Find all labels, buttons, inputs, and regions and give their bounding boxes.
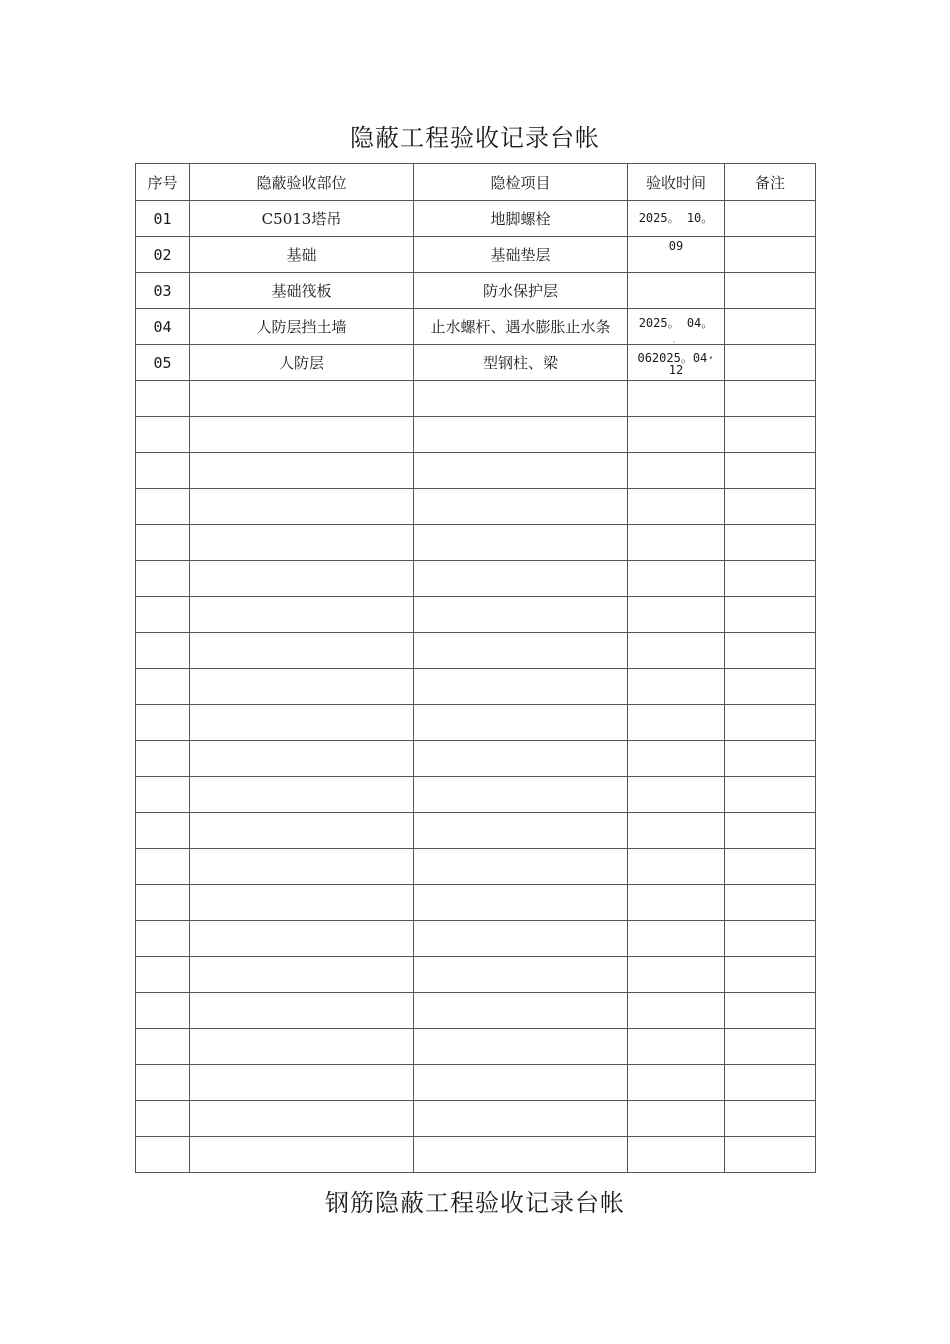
time-cell xyxy=(628,525,725,561)
location-cell xyxy=(190,921,414,957)
time-cell xyxy=(628,993,725,1029)
remark-cell xyxy=(725,417,816,453)
seq-cell xyxy=(136,741,190,777)
location-cell xyxy=(190,1137,414,1173)
time-mark: ° xyxy=(673,341,676,347)
time-cell xyxy=(628,417,725,453)
remark-cell xyxy=(725,1137,816,1173)
time-cell xyxy=(628,813,725,849)
remark-cell xyxy=(725,885,816,921)
seq-cell xyxy=(136,813,190,849)
table-header-row xyxy=(136,164,816,201)
location-cell xyxy=(190,453,414,489)
table-row-empty xyxy=(136,381,816,417)
time-cell xyxy=(628,1029,725,1065)
location-cell: 基础 xyxy=(190,237,414,273)
time-cell xyxy=(628,777,725,813)
remark-cell xyxy=(725,1101,816,1137)
item-cell xyxy=(414,525,628,561)
table-row-empty xyxy=(136,1137,816,1173)
time-cell xyxy=(628,849,725,885)
location-cell xyxy=(190,849,414,885)
time-cell xyxy=(628,633,725,669)
table-row xyxy=(136,345,816,381)
time-cell xyxy=(628,341,725,381)
time-cell xyxy=(628,237,725,273)
second-title: 钢筋隐蔽工程验收记录台帐 xyxy=(325,1189,625,1217)
item-cell xyxy=(414,1137,628,1173)
remark-cell xyxy=(725,201,816,237)
table-row-empty xyxy=(136,741,816,777)
time-cell xyxy=(628,309,725,345)
location-cell xyxy=(190,597,414,633)
item-cell xyxy=(414,705,628,741)
location-cell xyxy=(190,957,414,993)
seq-cell xyxy=(136,957,190,993)
item-cell xyxy=(414,741,628,777)
seq-cell xyxy=(136,561,190,597)
table-row-empty xyxy=(136,885,816,921)
remark-cell xyxy=(725,921,816,957)
location-cell xyxy=(190,525,414,561)
table-row-empty xyxy=(136,633,816,669)
header-time: 验收时间 xyxy=(628,164,725,201)
item-cell xyxy=(414,957,628,993)
remark-cell xyxy=(725,381,816,417)
location-cell xyxy=(190,777,414,813)
time-cell xyxy=(628,561,725,597)
time-cell xyxy=(628,741,725,777)
table-row-empty xyxy=(136,561,816,597)
item-cell: 基础垫层 xyxy=(414,237,628,273)
table-row-empty xyxy=(136,489,816,525)
location-cell: 人防层挡土墙 xyxy=(190,309,414,345)
time-cell xyxy=(628,957,725,993)
location-cell xyxy=(190,1101,414,1137)
time-cell xyxy=(628,453,725,489)
table-row-empty xyxy=(136,1101,816,1137)
location-cell xyxy=(190,993,414,1029)
table-row-empty xyxy=(136,813,816,849)
table-row-empty xyxy=(136,417,816,453)
location-cell xyxy=(190,1029,414,1065)
seq-cell xyxy=(136,849,190,885)
remark-cell xyxy=(725,705,816,741)
table-row xyxy=(136,237,816,273)
location-cell: 人防层 xyxy=(190,345,414,381)
location-cell xyxy=(190,813,414,849)
seq-cell: 02 xyxy=(136,237,190,273)
item-cell xyxy=(414,885,628,921)
item-cell xyxy=(414,489,628,525)
remark-cell xyxy=(725,237,816,273)
item-cell xyxy=(414,453,628,489)
table-row-empty xyxy=(136,921,816,957)
page-title: 隐蔽工程验收记录台帐 xyxy=(350,124,600,152)
time-cell xyxy=(628,885,725,921)
seq-cell xyxy=(136,993,190,1029)
location-cell xyxy=(190,489,414,525)
location-cell xyxy=(190,885,414,921)
item-cell: 型钢柱、梁 xyxy=(414,345,628,381)
seq-cell xyxy=(136,777,190,813)
location-cell: C5013塔吊 xyxy=(190,201,414,237)
table-row-empty xyxy=(136,453,816,489)
seq-cell xyxy=(136,381,190,417)
remark-cell xyxy=(725,345,816,381)
seq-cell xyxy=(136,453,190,489)
table-row-empty xyxy=(136,1029,816,1065)
seq-cell xyxy=(136,1065,190,1101)
item-cell xyxy=(414,1065,628,1101)
remark-cell xyxy=(725,669,816,705)
table-row xyxy=(136,201,816,237)
time-text: 09 xyxy=(668,239,684,253)
location-cell xyxy=(190,381,414,417)
seq-cell xyxy=(136,921,190,957)
seq-cell xyxy=(136,1137,190,1173)
header-seq: 序号 xyxy=(136,164,190,201)
time-cell xyxy=(628,705,725,741)
item-cell xyxy=(414,633,628,669)
header-item: 隐检项目 xyxy=(414,164,628,201)
time-text: 2025。 10。 xyxy=(638,211,714,225)
location-cell xyxy=(190,1065,414,1101)
time-cell xyxy=(628,1137,725,1173)
item-cell xyxy=(414,1101,628,1137)
remark-cell xyxy=(725,309,816,345)
ledger-table xyxy=(135,163,816,1173)
table-row-empty xyxy=(136,1065,816,1101)
item-cell xyxy=(414,381,628,417)
remark-cell xyxy=(725,597,816,633)
time-cell xyxy=(628,489,725,525)
item-cell: 止水螺杆、遇水膨胀止水条 xyxy=(414,309,628,345)
item-cell xyxy=(414,597,628,633)
seq-cell xyxy=(136,705,190,741)
time-text-line2: 12 xyxy=(668,363,684,377)
time-cell xyxy=(628,273,725,309)
table-row-empty xyxy=(136,957,816,993)
seq-cell xyxy=(136,885,190,921)
remark-cell xyxy=(725,957,816,993)
remark-cell xyxy=(725,1029,816,1065)
remark-cell xyxy=(725,453,816,489)
seq-cell xyxy=(136,1101,190,1137)
location-cell xyxy=(190,633,414,669)
remark-cell xyxy=(725,813,816,849)
seq-cell: 04 xyxy=(136,309,190,345)
location-cell xyxy=(190,705,414,741)
item-cell xyxy=(414,1029,628,1065)
remark-cell xyxy=(725,741,816,777)
time-cell xyxy=(628,921,725,957)
seq-cell: 01 xyxy=(136,201,190,237)
table-row-empty xyxy=(136,669,816,705)
table-row-empty xyxy=(136,777,816,813)
item-cell: 防水保护层 xyxy=(414,273,628,309)
table-row xyxy=(136,273,816,309)
seq-cell xyxy=(136,525,190,561)
item-cell xyxy=(414,669,628,705)
item-cell xyxy=(414,777,628,813)
remark-cell xyxy=(725,561,816,597)
item-cell xyxy=(414,921,628,957)
seq-cell: 05 xyxy=(136,345,190,381)
table-row-empty xyxy=(136,705,816,741)
time-text: 2025。 04。 xyxy=(638,316,714,330)
location-cell xyxy=(190,669,414,705)
table-row-empty xyxy=(136,849,816,885)
location-cell xyxy=(190,561,414,597)
remark-cell xyxy=(725,993,816,1029)
location-cell: 基础筏板 xyxy=(190,273,414,309)
item-cell xyxy=(414,993,628,1029)
time-cell xyxy=(628,597,725,633)
remark-cell xyxy=(725,633,816,669)
header-location: 隐蔽验收部位 xyxy=(190,164,414,201)
remark-cell xyxy=(725,849,816,885)
remark-cell xyxy=(725,525,816,561)
time-cell xyxy=(628,1101,725,1137)
item-cell: 地脚螺栓 xyxy=(414,201,628,237)
table-row xyxy=(136,309,816,345)
remark-cell xyxy=(725,1065,816,1101)
seq-cell xyxy=(136,417,190,453)
item-cell xyxy=(414,561,628,597)
remark-cell xyxy=(725,489,816,525)
table-row-empty xyxy=(136,597,816,633)
time-cell xyxy=(628,381,725,417)
seq-cell: 03 xyxy=(136,273,190,309)
location-cell xyxy=(190,741,414,777)
remark-cell xyxy=(725,273,816,309)
time-text: 062025。04· xyxy=(637,351,715,365)
seq-cell xyxy=(136,489,190,525)
table-row-empty xyxy=(136,993,816,1029)
item-cell xyxy=(414,813,628,849)
header-remark: 备注 xyxy=(725,164,816,201)
table-row-empty xyxy=(136,525,816,561)
item-cell xyxy=(414,417,628,453)
seq-cell xyxy=(136,633,190,669)
seq-cell xyxy=(136,597,190,633)
time-cell xyxy=(628,669,725,705)
time-cell xyxy=(628,201,725,237)
seq-cell xyxy=(136,669,190,705)
item-cell xyxy=(414,849,628,885)
remark-cell xyxy=(725,777,816,813)
seq-cell xyxy=(136,1029,190,1065)
time-cell xyxy=(628,1065,725,1101)
location-cell xyxy=(190,417,414,453)
